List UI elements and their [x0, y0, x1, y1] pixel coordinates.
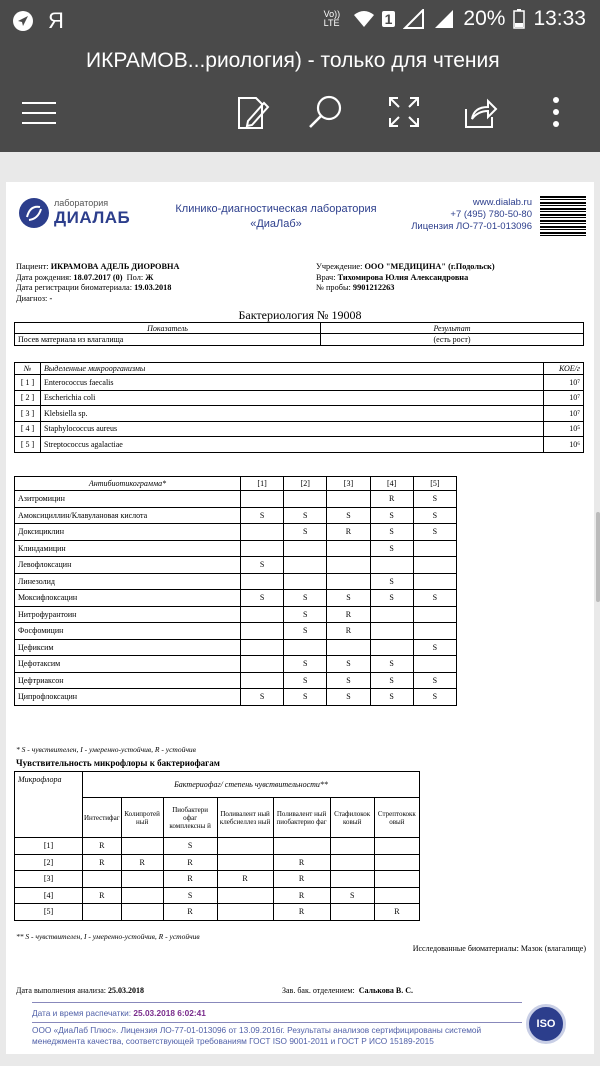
phage-cell — [374, 887, 419, 904]
micro-koe: 10⁷ — [544, 390, 584, 406]
phage-title: Чувствительность микрофлоры к бактериофагам — [16, 758, 220, 768]
phage-cell: R — [83, 854, 122, 871]
col-koe: КОЕ/г — [544, 363, 584, 375]
lab-description-line1: Клинико-диагностическая лаборатория — [175, 203, 377, 215]
col-phage-group: Бактериофаг/ степень чувствительности** — [83, 772, 420, 798]
network-label: Vo)) LTE — [323, 9, 341, 28]
lab-website: www.dialab.ru — [472, 197, 532, 208]
sensitivity-cell: R — [370, 491, 413, 508]
institution-value: ООО "МЕДИЦИНА" (г.Подольск) — [364, 262, 495, 271]
app-toolbar — [0, 40, 600, 152]
phage-cell: S — [330, 887, 374, 904]
phage-cell — [121, 838, 163, 855]
phage-cell: R — [121, 854, 163, 871]
analysis-date-label: Дата выполнения анализа: — [16, 986, 106, 995]
department-head — [282, 986, 413, 995]
analysis-date — [16, 986, 144, 995]
footer-license — [32, 1025, 481, 1047]
phage-cell — [374, 871, 419, 888]
phage-cell — [374, 854, 419, 871]
diag-label: Диагноз: — [16, 293, 48, 303]
microorganism-row — [15, 437, 584, 453]
sensitivity-cell: S — [327, 507, 370, 524]
sensitivity-cell — [241, 672, 284, 689]
phage-cell: R — [273, 854, 330, 871]
sensitivity-cell — [241, 524, 284, 541]
antibiotic-name: Амоксициллин/Клавулановая кислота — [15, 507, 241, 524]
abx-col-5: [5] — [413, 477, 456, 491]
antibiotic-name: Левофлоксацин — [15, 557, 241, 574]
phage-cell — [83, 904, 122, 921]
col-no: № — [15, 363, 41, 375]
microorganism-row — [15, 375, 584, 391]
antibiotic-row — [15, 623, 457, 640]
micro-no: [ 4 ] — [15, 421, 41, 437]
sensitivity-cell: S — [284, 689, 327, 706]
phage-cell: R — [163, 854, 217, 871]
sensitivity-cell: S — [370, 672, 413, 689]
sex-label: Пол: — [126, 272, 144, 282]
antibiotic-row — [15, 491, 457, 508]
signal-icon-2 — [433, 9, 455, 29]
antibiotic-row — [15, 689, 457, 706]
micro-name: Enterococcus faecalis — [41, 375, 544, 391]
abx-col-2: [2] — [284, 477, 327, 491]
sensitivity-cell: S — [284, 507, 327, 524]
sensitivity-cell — [284, 540, 327, 557]
sensitivity-cell — [327, 491, 370, 508]
micro-name: Klebsiella sp. — [41, 406, 544, 422]
abx-col-1: [1] — [241, 477, 284, 491]
phage-cell: R — [163, 871, 217, 888]
antibiotic-name: Цефотаксим — [15, 656, 241, 673]
phage-cell — [121, 871, 163, 888]
sensitivity-cell: S — [241, 557, 284, 574]
sensitivity-cell: S — [284, 606, 327, 623]
footer-license-line1: ООО «ДиаЛаб Плюс». Лицензия ЛО-77-01-013096 от 13.09.2016г. Результаты анализов сертифицированы системой — [32, 1025, 482, 1035]
antibiotic-name: Клиндамицин — [15, 540, 241, 557]
antibiotic-row — [15, 540, 457, 557]
footer-divider-bottom — [32, 1022, 522, 1023]
antibiotic-row — [15, 606, 457, 623]
sensitivity-cell: R — [327, 524, 370, 541]
microorganism-row — [15, 390, 584, 406]
micro-koe: 10⁶ — [544, 437, 584, 453]
phage-col-header: Поливалент ный пиобактерио фаг — [273, 798, 330, 838]
iso-badge-icon: ISO — [526, 1004, 566, 1044]
sensitivity-cell: S — [370, 524, 413, 541]
antibiotic-row — [15, 524, 457, 541]
print-datetime-label: Дата и время распечатки: — [32, 1008, 132, 1018]
fullscreen-icon[interactable] — [388, 96, 420, 128]
sensitivity-cell: S — [370, 540, 413, 557]
sensitivity-cell — [413, 606, 456, 623]
diag-value: - — [49, 293, 53, 303]
sensitivity-cell: S — [284, 623, 327, 640]
antibiotic-name: Азитромицин — [15, 491, 241, 508]
sensitivity-cell: S — [413, 590, 456, 607]
sensitivity-cell: S — [284, 656, 327, 673]
sensitivity-cell: S — [370, 656, 413, 673]
birth-date: 18.07.2017 (0) — [73, 272, 123, 282]
micro-no: [ 3 ] — [15, 406, 41, 422]
sensitivity-cell — [241, 623, 284, 640]
sample-label: № пробы: — [316, 283, 351, 292]
phage-cell: S — [163, 838, 217, 855]
lab-small-label: лаборатория — [54, 198, 109, 208]
phage-cell — [217, 904, 273, 921]
phage-cell — [330, 854, 374, 871]
sensitivity-cell: S — [284, 590, 327, 607]
phage-cell — [330, 871, 374, 888]
micro-no: [ 1 ] — [15, 375, 41, 391]
wifi-icon — [354, 10, 374, 28]
phage-cell — [374, 838, 419, 855]
sensitivity-cell — [284, 557, 327, 574]
micro-no: [ 5 ] — [15, 437, 41, 453]
sensitivity-cell: S — [327, 672, 370, 689]
doctor-value: Тихомирова Юлия Александровна — [337, 272, 469, 282]
phage-cell: R — [374, 904, 419, 921]
phage-col-header: Пиобактери офаг комплексны й — [163, 798, 217, 838]
abx-header: Антибиотикограмма* — [15, 477, 241, 491]
micro-koe: 10⁷ — [544, 375, 584, 391]
sensitivity-cell: S — [241, 689, 284, 706]
patient-label: Пациент: — [16, 262, 49, 271]
antibiotic-table — [14, 476, 457, 706]
lab-description — [156, 202, 396, 232]
search-icon[interactable] — [308, 94, 344, 130]
phage-cell — [217, 887, 273, 904]
lab-description-line2: «ДиаЛаб» — [250, 218, 302, 230]
micro-name: Staphylococcus aureus — [41, 421, 544, 437]
microorganism-table — [14, 362, 584, 453]
antibiotic-row — [15, 590, 457, 607]
micro-koe: 10⁵ — [544, 421, 584, 437]
sensitivity-cell — [284, 639, 327, 656]
antibiotic-row — [15, 639, 457, 656]
antibiotic-row — [15, 507, 457, 524]
footer-license-line2: менеджмента качества, соответствующей требованиям ГОСТ ISO 9001-2011 и ГОСТ Р ИСО 15189-2015 — [32, 1036, 434, 1046]
sensitivity-cell: S — [370, 689, 413, 706]
phage-cell — [330, 904, 374, 921]
sensitivity-cell: S — [413, 689, 456, 706]
dialab-logo-icon — [18, 197, 50, 229]
sensitivity-cell — [370, 623, 413, 640]
reg-label: Дата регистрации биоматериала: — [16, 283, 133, 292]
phage-cell — [121, 887, 163, 904]
sensitivity-cell: S — [413, 524, 456, 541]
phage-row — [15, 854, 420, 871]
sensitivity-cell — [241, 573, 284, 590]
sensitivity-cell: S — [327, 656, 370, 673]
sensitivity-cell — [413, 656, 456, 673]
micro-name: Escherichia coli — [41, 390, 544, 406]
share-icon[interactable] — [464, 95, 498, 129]
status-bar — [0, 0, 600, 40]
doctor-label: Врач: — [316, 272, 336, 282]
lab-name: ДИАЛАБ — [54, 208, 131, 227]
sensitivity-cell — [327, 639, 370, 656]
phage-cell — [83, 871, 122, 888]
phage-table — [14, 771, 420, 921]
sensitivity-cell: S — [284, 524, 327, 541]
edit-document-icon[interactable] — [236, 95, 270, 131]
sensitivity-cell — [241, 656, 284, 673]
phage-micro-no: [2] — [15, 854, 83, 871]
antibiotic-name: Фосфомицин — [15, 623, 241, 640]
sample-value: 9901212263 — [352, 283, 395, 292]
institution-label: Учреждение: — [316, 262, 363, 271]
menu-icon[interactable] — [22, 98, 56, 128]
sensitivity-cell: S — [413, 507, 456, 524]
col-microorganism: Выделенные микроорганизмы — [41, 363, 544, 375]
abx-col-3: [3] — [327, 477, 370, 491]
carrier-label: Я — [48, 8, 64, 33]
antibiotic-row — [15, 656, 457, 673]
phage-row — [15, 871, 420, 888]
print-datetime-value: 25.03.2018 6:02:41 — [133, 1008, 206, 1018]
battery-icon — [513, 9, 525, 29]
phage-col-header: Стрептококк овый — [374, 798, 419, 838]
clock: 13:33 — [533, 7, 586, 30]
sensitivity-cell — [413, 623, 456, 640]
reg-date: 19.03.2018 — [134, 283, 172, 292]
signal-icon — [403, 9, 425, 29]
phage-col-header: Стафилокок ковый — [330, 798, 374, 838]
document-viewport[interactable] — [0, 152, 600, 1066]
col-indicator: Показатель — [15, 323, 321, 334]
lab-phone: +7 (495) 780-50-80 — [450, 209, 532, 220]
result-value: (есть рост) — [321, 334, 584, 346]
antibiotic-name: Доксициклин — [15, 524, 241, 541]
antibiotic-row — [15, 573, 457, 590]
print-datetime — [32, 1008, 206, 1019]
document-title: ИКРАМОВ...риология) - только для чтения — [86, 49, 500, 72]
micro-koe: 10⁷ — [544, 406, 584, 422]
phage-cell: R — [273, 871, 330, 888]
navigation-arrow-icon — [12, 10, 34, 32]
abx-legend: * S - чувствителен, I - умеренно-устойчив, R - устойчив — [16, 745, 196, 754]
antibiotic-name: Цефтриаксон — [15, 672, 241, 689]
sensitivity-cell — [241, 540, 284, 557]
micro-no: [ 2 ] — [15, 390, 41, 406]
sensitivity-cell — [241, 491, 284, 508]
phage-micro-no: [4] — [15, 887, 83, 904]
patient-name: ИКРАМОВА АДЕЛЬ ДИОРОВНА — [50, 262, 180, 271]
phage-cell: R — [217, 871, 273, 888]
phage-cell: R — [273, 887, 330, 904]
sensitivity-cell — [327, 557, 370, 574]
sensitivity-cell: S — [413, 491, 456, 508]
phage-cell — [121, 904, 163, 921]
report-title: Бактериология № 19008 — [238, 308, 362, 322]
sensitivity-cell: S — [370, 590, 413, 607]
phage-micro-no: [5] — [15, 904, 83, 921]
sensitivity-cell: S — [327, 689, 370, 706]
phage-cell — [273, 838, 330, 855]
micro-name: Streptococcus agalactiae — [41, 437, 544, 453]
sensitivity-cell — [413, 573, 456, 590]
birth-label: Дата рождения: — [16, 272, 72, 282]
phage-cell — [217, 838, 273, 855]
sensitivity-cell — [370, 606, 413, 623]
phage-col-header: Колипротей ный — [121, 798, 163, 838]
antibiotic-name: Цефиксим — [15, 639, 241, 656]
phage-cell: R — [83, 838, 122, 855]
sim-badge: 1 — [382, 11, 396, 27]
sensitivity-cell: S — [241, 590, 284, 607]
barcode — [540, 196, 586, 236]
phage-micro-no: [1] — [15, 838, 83, 855]
phage-col-header: Интестифаг — [83, 798, 122, 838]
more-vert-icon[interactable] — [551, 96, 561, 128]
sensitivity-cell: S — [413, 639, 456, 656]
document-page — [6, 182, 594, 1054]
sensitivity-cell — [327, 540, 370, 557]
sensitivity-cell: R — [327, 623, 370, 640]
footer-divider-top — [32, 1002, 522, 1003]
department-head-label: Зав. бак. отделением: — [282, 986, 355, 995]
lab-contacts — [411, 197, 532, 233]
sex-value: Ж — [145, 272, 154, 282]
sensitivity-cell: S — [284, 672, 327, 689]
sensitivity-cell: S — [370, 573, 413, 590]
antibiotic-row — [15, 672, 457, 689]
col-result: Результат — [321, 323, 584, 334]
phage-row — [15, 904, 420, 921]
sensitivity-cell: S — [370, 507, 413, 524]
phage-cell: R — [83, 887, 122, 904]
sensitivity-cell: S — [327, 590, 370, 607]
sensitivity-cell: R — [327, 606, 370, 623]
sensitivity-cell — [370, 557, 413, 574]
phage-cell: R — [273, 904, 330, 921]
indicator-value: Посев материала из влагалища — [15, 334, 321, 346]
phage-cell — [217, 854, 273, 871]
phage-micro-no: [3] — [15, 871, 83, 888]
biomaterial-info: Исследованные биоматериалы: Мазок (влагалище) — [412, 944, 586, 953]
antibiotic-name: Линезолид — [15, 573, 241, 590]
microorganism-row — [15, 406, 584, 422]
sensitivity-cell — [413, 540, 456, 557]
antibiotic-name: Моксифлоксацин — [15, 590, 241, 607]
sensitivity-cell — [284, 573, 327, 590]
antibiotic-name: Ципрофлоксацин — [15, 689, 241, 706]
sensitivity-cell — [370, 639, 413, 656]
phage-row — [15, 887, 420, 904]
sensitivity-cell — [241, 606, 284, 623]
col-microflora: Микрофлора — [15, 772, 83, 838]
sensitivity-cell — [327, 573, 370, 590]
indicator-table — [14, 322, 584, 346]
sensitivity-cell: S — [413, 672, 456, 689]
microorganism-row — [15, 421, 584, 437]
antibiotic-name: Нитрофурантоин — [15, 606, 241, 623]
scrollbar-thumb[interactable] — [596, 512, 600, 602]
phage-cell — [330, 838, 374, 855]
sensitivity-cell — [413, 557, 456, 574]
antibiotic-row — [15, 557, 457, 574]
department-head-name: Салькова В. С. — [358, 986, 414, 995]
analysis-date-value: 25.03.2018 — [108, 986, 144, 995]
phage-cell: S — [163, 887, 217, 904]
abx-col-4: [4] — [370, 477, 413, 491]
phage-legend: ** S - чувствителен, I - умеренно-устойчив, R - устойчив — [16, 932, 200, 941]
phage-cell: R — [163, 904, 217, 921]
lab-license: Лицензия ЛО-77-01-013096 — [411, 221, 532, 232]
sensitivity-cell — [284, 491, 327, 508]
phage-col-header: Поливалент ный клебсиеллез ный — [217, 798, 273, 838]
sensitivity-cell — [241, 639, 284, 656]
phage-row — [15, 838, 420, 855]
battery-percent: 20% — [463, 7, 506, 30]
sensitivity-cell: S — [241, 507, 284, 524]
